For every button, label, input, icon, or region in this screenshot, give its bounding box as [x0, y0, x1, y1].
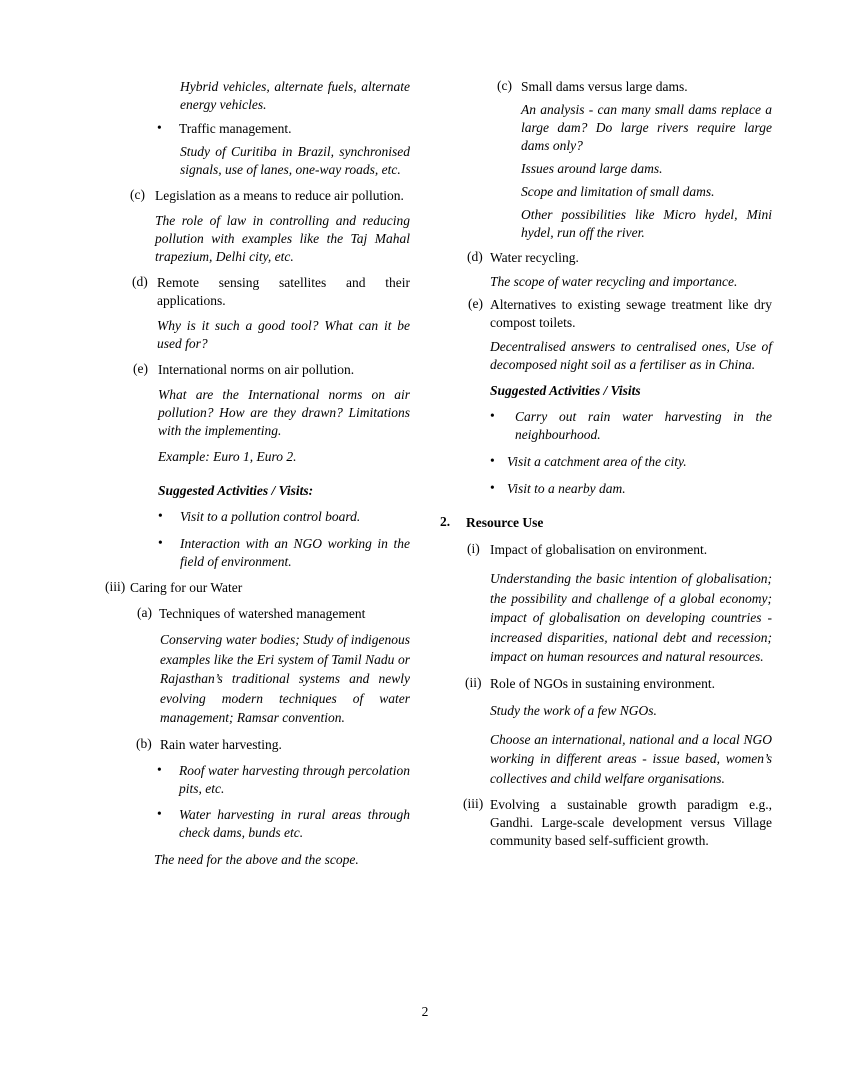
dams-description-4: Other possibilities like Micro hydel, Mini hydel, run off the river. [521, 207, 772, 240]
item-label: (d) [132, 274, 148, 289]
item-i-globalisation [467, 541, 772, 559]
dams-description-3: Scope and limitation of small dams. [521, 184, 715, 199]
section-title: Resource Use [466, 515, 544, 530]
globalisation-description: Understanding the basic intention of globalisation; the possibility and challenge of a global economy; impact of globalisation on developing countries - increased disparities, national debt and recession; impact on human resources and natural resources. [490, 571, 772, 664]
traffic-bullet-text: Traffic management. [179, 121, 292, 136]
item-text: Water recycling. [490, 250, 579, 265]
list-item [157, 762, 410, 798]
item-d-water-recycling [467, 249, 772, 267]
activities-heading: Suggested Activities / Visits [490, 383, 641, 398]
item-label: (d) [467, 249, 483, 264]
activity-text: Visit to a nearby dam. [507, 481, 626, 496]
list-item [158, 508, 410, 526]
item-label: (b) [136, 735, 152, 751]
item-c-small-dams [497, 78, 772, 96]
list-item [157, 806, 410, 842]
item-text: Caring for our Water [130, 580, 243, 595]
item-ii-ngos [465, 675, 772, 693]
list-item [490, 408, 772, 444]
bullet-icon: • [490, 453, 495, 468]
item-text: Techniques of watershed management [159, 606, 366, 621]
item-text: Small dams versus large dams. [521, 79, 688, 94]
section-2-heading [440, 514, 772, 532]
item-text: Alternatives to existing sewage treatment like dry compost toilets. [490, 297, 772, 330]
ngos-description-1: Study the work of a few NGOs. [490, 702, 657, 718]
bullet-icon: • [157, 805, 162, 821]
item-d-remote-sensing [132, 274, 410, 310]
right-column [437, 78, 772, 850]
sewage-description: Decentralised answers to centralised ones, Use of decomposed night soil as a fertiliser as in China. [490, 339, 772, 372]
hybrid-description: Hybrid vehicles, alternate fuels, alternate energy vehicles. [180, 79, 410, 112]
item-label: (i) [467, 541, 480, 556]
remote-sensing-description: Why is it such a good tool? What can it be used for? [157, 318, 410, 351]
item-label: (c) [497, 78, 512, 93]
item-text: Impact of globalisation on environment. [490, 542, 708, 557]
legislation-description: The role of law in controlling and reducing pollution with examples like the Taj Mahal trapezium, Delhi city, etc. [155, 213, 410, 264]
item-b-rain-water [136, 736, 410, 754]
rain-water-description: The need for the above and the scope. [154, 851, 359, 867]
dams-description-1: An analysis - can many small dams replace a large dam? Do large rivers require large dams only? [521, 102, 772, 153]
item-a-watershed [137, 605, 410, 623]
item-text: Role of NGOs in sustaining environment. [490, 675, 715, 691]
bullet-text: Water harvesting in rural areas through check dams, bunds etc. [179, 806, 410, 840]
bullet-icon: • [157, 120, 162, 135]
item-label: (iii) [463, 796, 484, 811]
list-item [158, 535, 410, 571]
traffic-description: Study of Curitiba in Brazil, synchronised signals, use of lanes, one-way roads, etc. [180, 144, 410, 177]
activity-text: Carry out rain water harvesting in the neighbourhood. [515, 409, 772, 442]
item-text: Remote sensing satellites and their applications. [157, 275, 410, 308]
left-column [105, 78, 410, 869]
watershed-description: Conserving water bodies; Study of indigenous examples like the Eri system of Tamil Nadu or Rajasthan’s traditional systems and newly evolving modern techniques of water management; Ramsar convention. [160, 632, 410, 725]
item-label: (e) [468, 296, 483, 311]
norms-description: What are the International norms on air pollution? How are they drawn? Limitations with the implementing. [158, 387, 410, 438]
item-e-sewage [468, 296, 772, 332]
list-item [490, 453, 772, 471]
bullet-icon: • [490, 480, 495, 495]
traffic-bullet-item [157, 120, 410, 138]
item-iii-caring-for-water [105, 579, 410, 597]
item-label: (e) [133, 361, 148, 376]
item-text: Legislation as a means to reduce air pollution. [155, 188, 404, 203]
ngos-description-2: Choose an international, national and a local NGO working in different areas - issue based, women’s collectives and child welfare organisations. [490, 731, 772, 786]
activities-heading: Suggested Activities / Visits: [158, 483, 314, 498]
item-text: International norms on air pollution. [158, 362, 355, 377]
activity-text: Interaction with an NGO working in the field of environment. [180, 536, 410, 569]
bullet-icon: • [158, 535, 163, 550]
item-label: (ii) [465, 674, 482, 690]
item-e-international-norms [133, 361, 410, 379]
section-number: 2. [440, 514, 451, 529]
bullet-icon: • [158, 508, 163, 523]
item-iii-growth-paradigm [463, 796, 772, 850]
bullet-icon: • [157, 761, 162, 777]
list-item [490, 480, 772, 498]
activity-text: Visit a catchment area of the city. [507, 454, 687, 469]
bullet-text: Roof water harvesting through percolation pits, etc. [179, 762, 410, 796]
item-label: (iii) [105, 579, 126, 594]
item-c-legislation [130, 187, 410, 205]
item-text: Evolving a sustainable growth paradigm e.g., Gandhi. Large-scale development versus Village community based self-sufficient growth. [490, 797, 772, 848]
activity-text: Visit to a pollution control board. [180, 509, 361, 524]
page-number: 2 [421, 1004, 429, 1019]
bullet-icon: • [490, 408, 495, 423]
item-text: Rain water harvesting. [160, 736, 282, 752]
dams-description-2: Issues around large dams. [521, 161, 663, 176]
item-label: (a) [137, 605, 152, 620]
norms-example: Example: Euro 1, Euro 2. [158, 449, 297, 464]
recycling-description: The scope of water recycling and importance. [490, 274, 738, 289]
item-label: (c) [130, 187, 145, 202]
